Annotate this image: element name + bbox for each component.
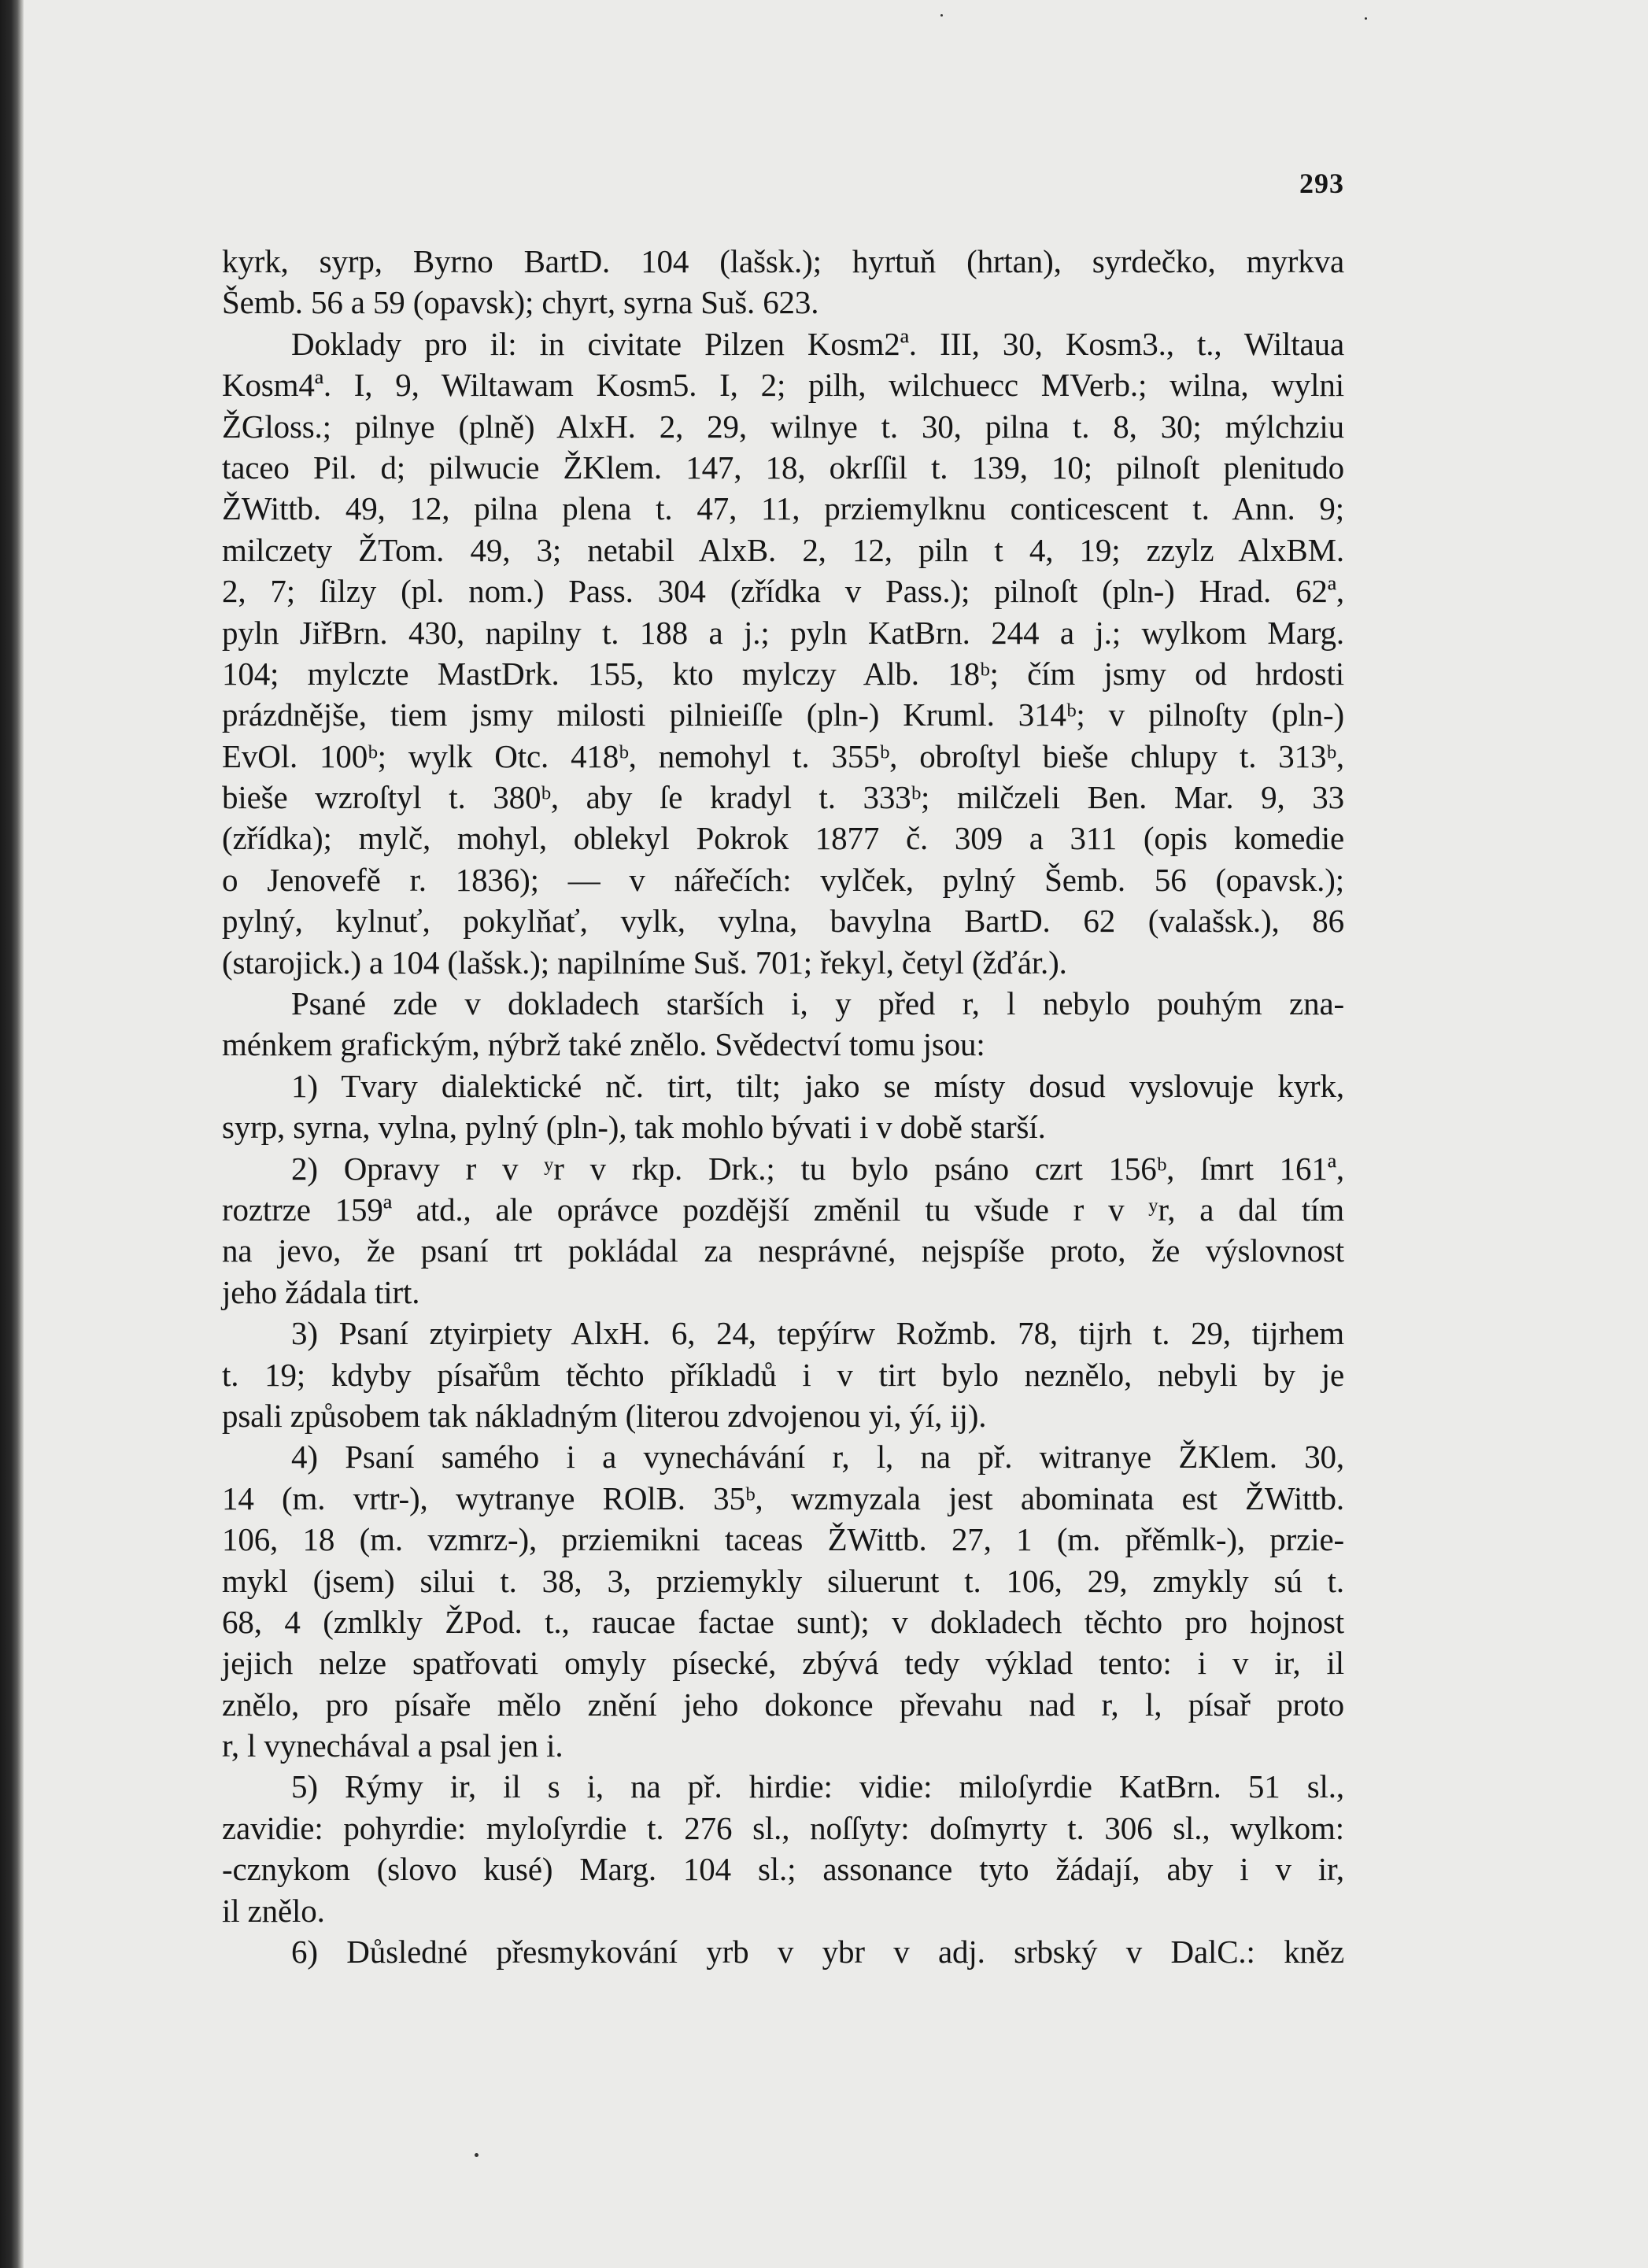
text-line: pylný, kylnuť, pokylňať, vylk, vylna, bavylna BartD. 62 (valašsk.), 86 [222,903,1344,940]
text-line: jejich nelze spatřovati omyly písecké, zbývá tedy výklad tento: i v ir, il [222,1645,1344,1682]
text-line: 1) Tvary dialektické nč. tirt, tilt; jako se místy dosud vyslovuje kyrk, [291,1067,1344,1104]
dust-speck [940,14,943,17]
text-line: 2, 7; ſilzy (pl. nom.) Pass. 304 (zřídka v Pass.); pilnoſt (pln-) Hrad. 62ª, [222,573,1344,610]
text-line: 4) Psaní samého i a vynechávání r, l, na př. witranye ŽKlem. 30, [291,1439,1344,1476]
text-line: jeho žádala tirt. [222,1273,420,1310]
page-number: 293 [1299,168,1344,199]
text-line: 104; mylczte MastDrk. 155, kto mylczy Alb. 18ᵇ; čím jsmy od hrdosti [222,655,1344,692]
text-line: -cznykom (slovo kusé) Marg. 104 sl.; assonance tyto žádají, aby i v ir, [222,1851,1344,1888]
text-line: 106, 18 (m. vzmrz-), przіemikni taceas ŽWittb. 27, 1 (m. přěmlk-), przie- [222,1521,1344,1558]
text-line: syrp, syrna, vylna, pylný (pln-), tak mohlo bývati i v době starší. [222,1109,1046,1146]
text-line: psali způsobem tak nákladným (literou zdvojenou yi, ýí, ij). [222,1397,987,1434]
text-line: ŽGloss.; pilnye (plně) AlxH. 2, 29, wilnye t. 30, pilna t. 8, 30; mýlchziu [222,408,1344,445]
text-line: 5) Rýmy ir, il s i, na př. hirdie: vidie: miloſyrdie KatBrn. 51 sl., [291,1768,1344,1805]
text-line: zavidie: pohyrdie: myloſyrdie t. 276 sl., noſſyty: doſmyrty t. 306 sl., wylkom: [222,1809,1344,1846]
text-line: pyln JiřBrn. 430, napilny t. 188 a j.; pyln KatBrn. 244 a j.; wylkom Marg. [222,614,1344,651]
text-line: kyrk, syrp, Byrno BartD. 104 (lašsk.); hyrtuň (hrtan), syrdečko, myrkva [222,243,1344,279]
text-line: (starojick.) a 104 (lašsk.); napilníme Suš. 701; řekyl, četyl (žďár.). [222,944,1067,981]
text-line: ménkem grafickým, nýbrž také znělo. Svědectví tomu jsou: [222,1026,985,1063]
dust-speck [1365,17,1367,20]
dust-speck [475,2153,479,2157]
text-line: milczety ŽTom. 49, 3; netabil AlxB. 2, 12, piln t 4, 19; zzylz AlxBM. [222,531,1344,568]
text-line: il znělo. [222,1892,325,1929]
text-line: 14 (m. vrtr-), wytranye ROlB. 35ᵇ, wzmyzala jest abominata est ŽWittb. [222,1479,1344,1516]
text-line: taceo Pil. d; pilwucie ŽKlem. 147, 18, okrſſil t. 139, 10; pilnoſt plenitudo [222,449,1344,486]
text-line: EvOl. 100ᵇ; wylk Otc. 418ᵇ, nemohyl t. 355ᵇ, obroſtyl bieše chlupy t. 313ᵇ, [222,737,1344,774]
text-line: na jevo, že psaní trt pokládal za nesprávné, nejspíše proto, že výslovnost [222,1232,1344,1269]
text-line: r, l vynechával a psal jen i. [222,1727,563,1764]
text-line: Doklady pro il: in civitate Pilzen Kosm2ª. III, 30, Kosm3., t., Wiltaua [291,325,1344,362]
text-line: 68, 4 (zmlkly ŽPod. t., raucae factae sunt); v dokladech těchto pro hojnost [222,1603,1344,1640]
body-text [222,241,1344,1972]
text-line: mykl (jsem) silui t. 38, 3, przіemykly siluerunt t. 106, 29, zmykly sú t. [222,1562,1344,1599]
text-line: o Jenovefě r. 1836); — v nářečích: vylček, pylný Šemb. 56 (opavsk.); [222,861,1344,898]
text-line: roztrze 159ª atd., ale oprávce pozdější změnil tu všude r v ʸr, a dal tím [222,1191,1344,1228]
text-line: Šemb. 56 a 59 (opavsk); chyrt, syrna Suš. 623. [222,284,819,321]
text-line: 3) Psaní ztyirpiety AlxH. 6, 24, tepýírw Rožmb. 78, tijrh t. 29, tijrhem [291,1315,1344,1352]
text-line: 2) Opravy r v ʸr v rkp. Drk.; tu bylo psáno czrt 156ᵇ, ſmrt 161ª, [291,1150,1344,1187]
scan-binding-edge [0,0,24,2268]
text-line: 6) Důsledné přesmykování yrb v ybr v adj. srbský v DalC.: kněz [291,1934,1344,1971]
text-line: Psané zde v dokladech starších i, y před r, l nebylo pouhým zna- [291,985,1344,1022]
text-line: ŽWittb. 49, 12, pilna plena t. 47, 11, prziemylknu conticescent t. Ann. 9; [222,490,1344,527]
text-line: znělo, pro písaře mělo znění jeho dokonce převahu nad r, l, písař proto [222,1686,1344,1723]
text-line: bieše wzroſtyl t. 380ᵇ, aby ſe kradyl t. 333ᵇ; milčzeli Ben. Mar. 9, 33 [222,779,1344,816]
text-line: (zřídka); mylč, mohyl, oblekyl Pokrok 1877 č. 309 a 311 (opis komedie [222,820,1344,857]
text-line: prázdnějše, tiem jsmy milosti pilnieiſſe (pln-) Kruml. 314ᵇ; v pilnoſty (pln-) [222,696,1344,733]
text-line: t. 19; kdyby písařům těchto příkladů i v tirt bylo neznělo, nebyli by je [222,1356,1344,1393]
text-line: Kosm4ª. I, 9, Wiltawam Kosm5. I, 2; pilh, wilchuecc MVerb.; wilna, wylni [222,367,1344,404]
